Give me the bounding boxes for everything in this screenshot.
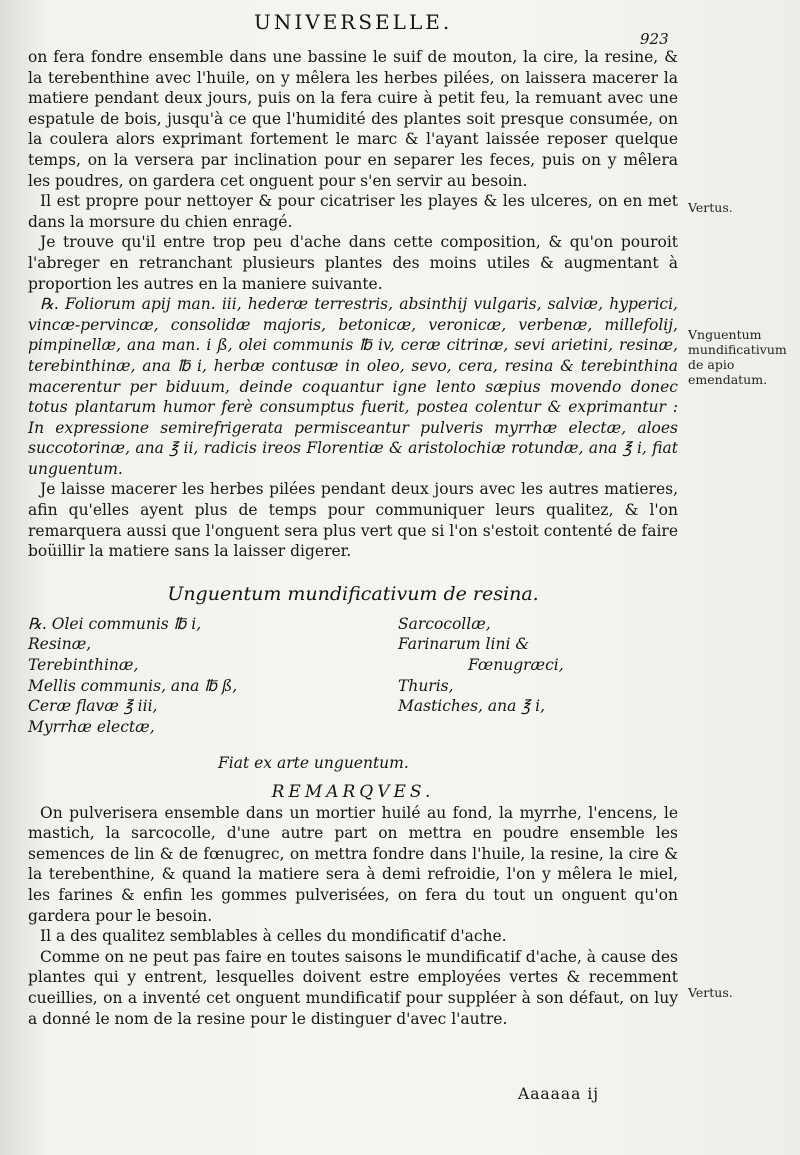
ingredient: Mellis communis, ana ℔ ß, <box>28 676 238 695</box>
recipe-closing: Fiat ex arte unguentum. <box>218 754 409 773</box>
ingredient-column-right <box>353 614 678 738</box>
ingredient: Resinæ, <box>28 635 92 654</box>
ingredient: Thuris, <box>398 676 454 695</box>
paragraph-2: Il est propre pour nettoyer & pour cicatriser les playes & les ulceres, on en met dans la morsure du chien enragé. <box>28 192 678 231</box>
ingredient: Mastiches, ana ℥ i, <box>398 697 546 716</box>
ingredient: Fœnugræci, <box>468 656 564 675</box>
margin-note-unguentum: Vnguentum mundificativum de apio emendatum. <box>688 327 787 387</box>
ingredient: Farinarum lini & <box>398 635 530 654</box>
ingredient: Terebinthinæ, <box>28 656 139 675</box>
recipe-title: Unguentum mundificativum de resina. <box>167 582 539 605</box>
ingredient-list <box>28 614 678 738</box>
ingredient: ℞. Olei communis ℔ i, <box>28 614 202 633</box>
section-heading: REMARQVES. <box>271 782 435 802</box>
ingredient: Myrrhæ electæ, <box>28 717 155 736</box>
paragraph-4: ℞. Foliorum apij man. iii, hederæ terrestris, absinthij vulgaris, salviæ, hyperici, vincæ-pervincæ, consolidæ majoris, betonicæ, veronicæ, verbenæ, millefolij, pimpinellæ, ana man. i ß, olei communis ℔ iv, ceræ citrinæ, sevi arietini, resinæ, terebinthinæ, ana ℔ i, herbæ contusæ in oleo, sevo, cera, resina & terebinthina macerentur per biduum, deinde coquantur igne lento sæpius movendo donec totus plantarum humor ferè consumptus fuerit, postea colentur & exprimantur : In expressione semirefrigerata permisceantur pulveris myrrhæ electæ, aloes succotorinæ, ana ℥ ii, radicis ireos Florentiæ & aristolochiæ rotundæ, ana ℥ i, fiat unguentum. <box>28 295 678 478</box>
page-number: 923 <box>640 30 669 48</box>
paragraph-6: On pulverisera ensemble dans un mortier huilé au fond, la myrrhe, l'encens, le mastich, la sarcocolle, d'une autre part on mettra en poudre ensemble les semences de lin & de fœnugrec, on mettra fondre dans l'huile, la resine, la cire & la terebenthine, & quand la matiere sera à demi refroidie, l'on y mêlera le miel, les farines & enfin les gommes pulverisées, on fera du tout un onguent qu'on gardera pour le besoin. <box>28 803 678 925</box>
margin-note-vertus-2: Vertus. <box>688 985 733 1000</box>
paragraph-1: on fera fondre ensemble dans une bassine le suif de mouton, la cire, la resine, & la terebenthine avec l'huile, on y mêlera les herbes pilées, on laissera macerer la matiere pendant deux jours, puis on la fera cuire à petit feu, la remuant avec une espatule de bois, jusqu'à ce que l'humidité des plantes soit presque consumée, on la coulera alors exprimant fortement le marc & l'ayant laissée reposer quelque temps, on la versera par inclination pour en separer les feces, puis on y mêlera les poudres, on gardera cet onguent pour s'en servir au besoin. <box>28 48 678 190</box>
paragraph-3: Je trouve qu'il entre trop peu d'ache dans cette composition, & qu'on pouroit l'abreger en retranchant plusieurs plantes des moins utiles & augmentant à proportion les autres en la maniere suivante. <box>28 233 678 293</box>
ingredient: Ceræ flavæ ℥ iii, <box>28 697 158 716</box>
ingredient: Sarcocollæ, <box>398 614 491 633</box>
ingredient-column-left <box>28 614 353 738</box>
page-body <box>28 47 678 1029</box>
catchword: Aaaaaa ij <box>518 1085 600 1103</box>
paragraph-5: Je laisse macerer les herbes pilées pendant deux jours avec les autres matieres, afin qu'elles ayent plus de temps pour communiquer leurs qualitez, & l'on remarquera aussi que l'onguent sera plus vert que si l'on s'estoit contenté de faire boüillir la matiere sans la laisser digerer. <box>28 480 678 561</box>
margin-note-vertus: Vertus. <box>688 200 733 215</box>
paragraph-7: Il a des qualitez semblables à celles du mondificatif d'ache. <box>40 927 507 946</box>
paragraph-8: Comme on ne peut pas faire en toutes saisons le mundificatif d'ache, à cause des plantes qui y entrent, lesquelles doivent estre employées vertes & recemment cueillies, on a inventé cet onguent mundificatif pour suppléer à son défaut, on luy a donné le nom de la resine pour le distinguer d'avec l'autre. <box>28 947 678 1028</box>
running-title: UNIVERSELLE. <box>254 10 453 34</box>
latin-prescription <box>28 294 678 479</box>
